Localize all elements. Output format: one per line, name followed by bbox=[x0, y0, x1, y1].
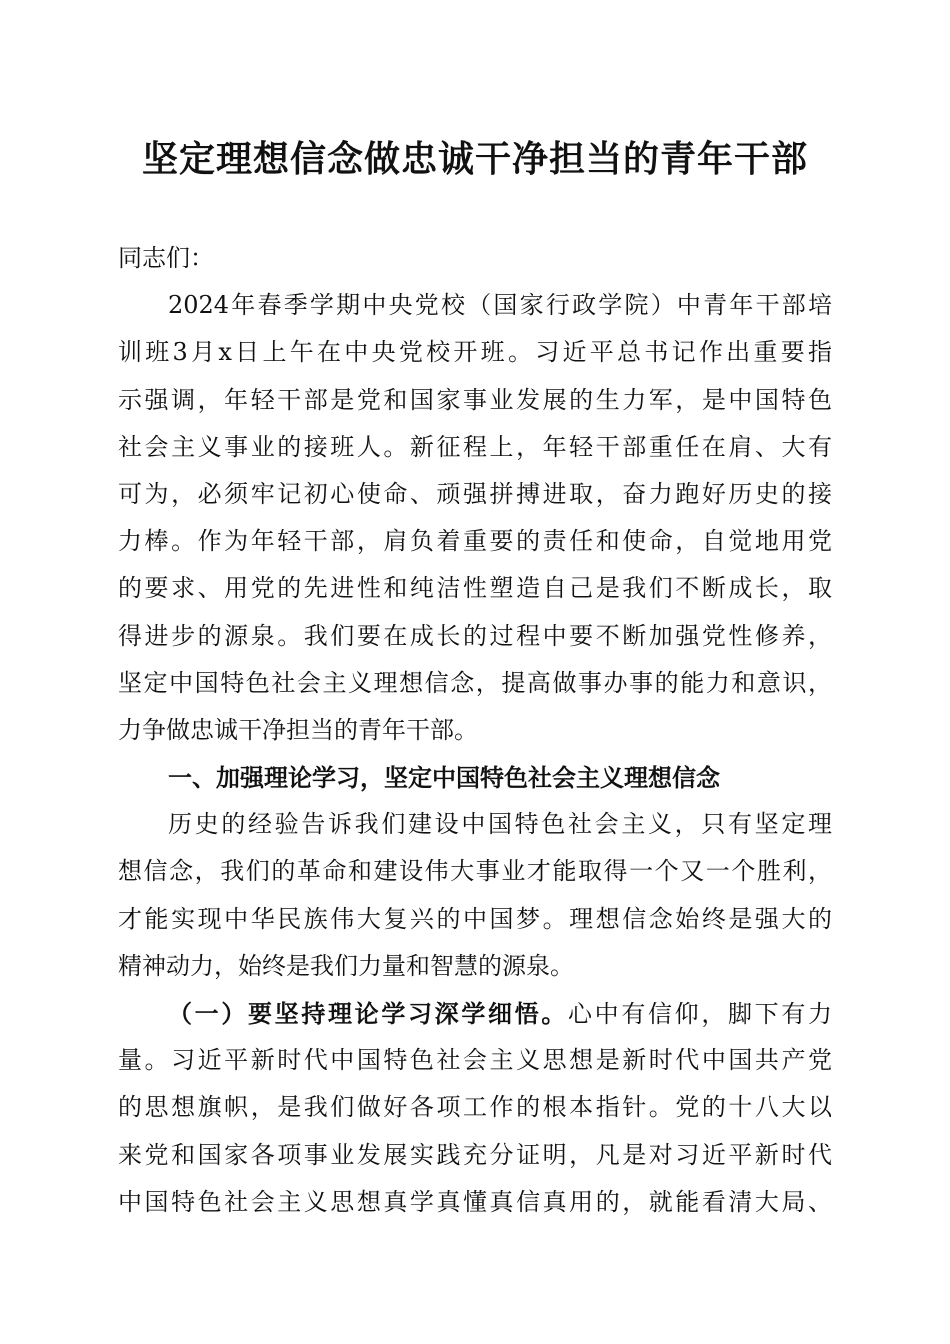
salutation: 同志们： bbox=[118, 244, 214, 272]
paragraph-1-line: 得进步的源泉。我们要在成长的过程中要不断加强党性修养， bbox=[118, 621, 832, 650]
paragraph-2-line: 想信念，我们的革命和建设伟大事业才能取得一个又一个胜利， bbox=[118, 857, 832, 886]
paragraph-3-line: 的思想旗帜，是我们做好各项工作的根本指针。党的十八大以 bbox=[118, 1093, 832, 1122]
paragraph-1-line: 力争做忠诚干净担当的青年干部。 bbox=[118, 715, 478, 744]
paragraph-1-line: 训班3月x日上午在中央党校开班。习近平总书记作出重要指 bbox=[118, 338, 832, 367]
document-body bbox=[118, 235, 832, 1226]
section-1-heading: 一、加强理论学习，坚定中国特色社会主义理想信念 bbox=[168, 763, 720, 793]
document-title: 坚定理想信念做忠诚干净担当的青年干部 bbox=[141, 138, 808, 180]
paragraph-1-line: 示强调，年轻干部是党和国家事业发展的生力军，是中国特色 bbox=[118, 385, 832, 414]
paragraph-3-line: 中国特色社会主义思想真学真懂真信真用的，就能看清大局、 bbox=[118, 1187, 832, 1216]
paragraph-3-first-line bbox=[118, 990, 832, 1037]
paragraph-1-line: 力棒。作为年轻干部，肩负着重要的责任和使命，自觉地用党 bbox=[118, 527, 832, 556]
paragraph-1-line: 坚定中国特色社会主义理想信念，提高做事办事的能力和意识， bbox=[118, 668, 832, 697]
paragraph-3-line: 来党和国家各项事业发展实践充分证明，凡是对习近平新时代 bbox=[118, 1140, 832, 1169]
paragraph-2-line: 历史的经验告诉我们建设中国特色社会主义，只有坚定理 bbox=[168, 810, 832, 839]
paragraph-2-line: 才能实现中华民族伟大复兴的中国梦。理想信念始终是强大的 bbox=[118, 904, 832, 933]
paragraph-1-line: 的要求、用党的先进性和纯洁性塑造自己是我们不断成长，取 bbox=[118, 574, 832, 603]
paragraph-2-line: 精神动力，始终是我们力量和智慧的源泉。 bbox=[118, 951, 574, 980]
paragraph-1-line: 2024年春季学期中央党校（国家行政学院）中青年干部培 bbox=[168, 291, 832, 320]
paragraph-3-line: 量。习近平新时代中国特色社会主义思想是新时代中国共产党 bbox=[118, 1046, 832, 1075]
paragraph-1-line: 社会主义事业的接班人。新征程上，年轻干部重任在肩、大有 bbox=[118, 432, 832, 461]
paragraph-3-first-rest: 心中有信仰，脚下有力 bbox=[568, 1000, 832, 1028]
paragraph-1-line: 可为，必须牢记初心使命、顽强拼搏进取，奋力跑好历史的接 bbox=[118, 479, 832, 508]
subsection-1-lead: （一）要坚持理论学习深学细悟。 bbox=[168, 999, 568, 1028]
